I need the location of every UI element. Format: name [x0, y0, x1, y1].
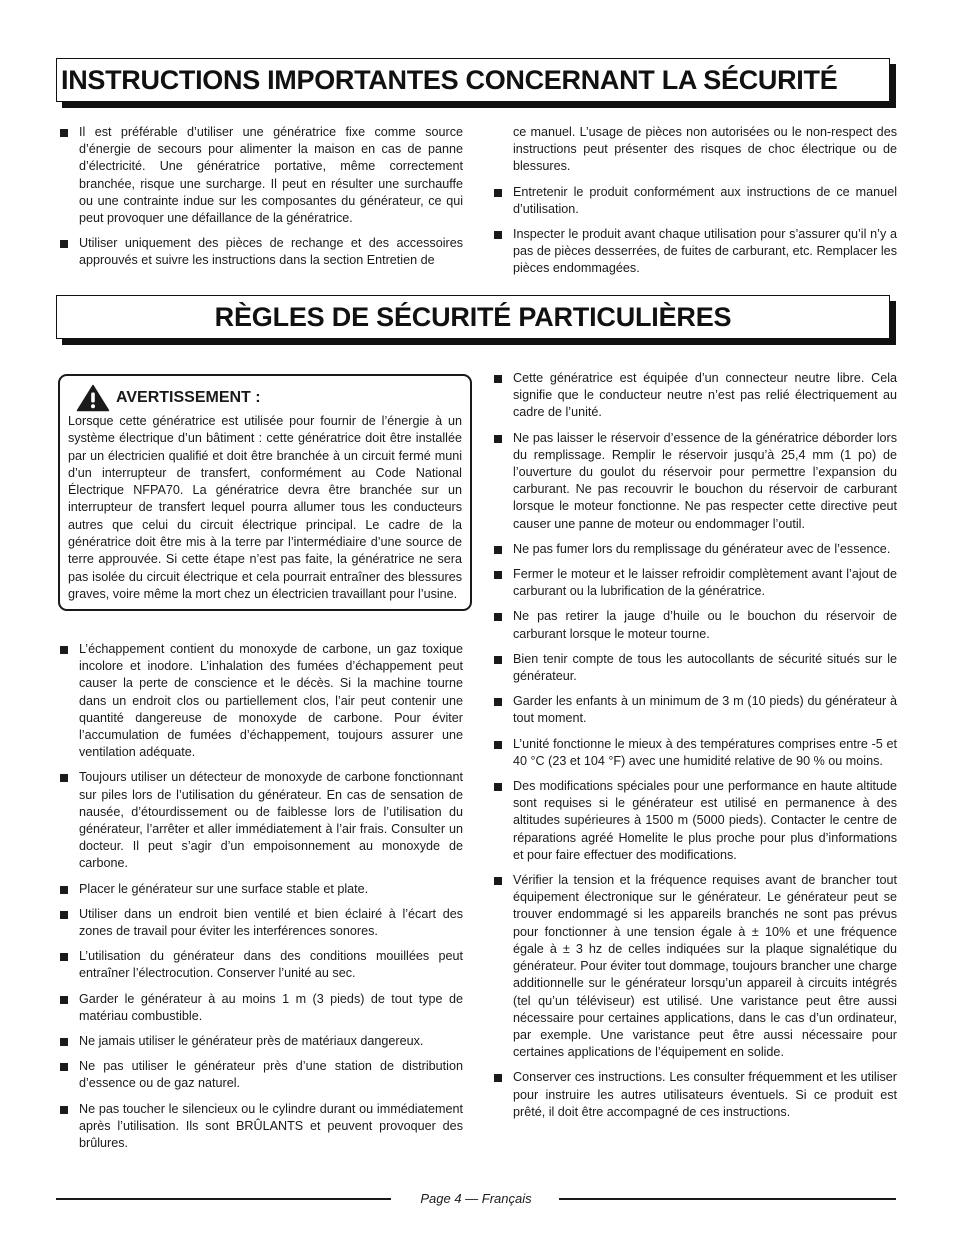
bullet-item: Placer le générateur sur une surface stable et plate. [58, 881, 463, 898]
warning-header [76, 384, 462, 412]
page-footer [56, 1190, 896, 1208]
bullet-item: Ne pas retirer la jauge d’huile ou le bouchon du réservoir de carburant lorsque le moteur tourne. [492, 608, 897, 642]
section-banner-specific-rules [56, 295, 890, 339]
warning-title: AVERTISSEMENT : [116, 389, 261, 406]
bullet-item: Conserver ces instructions. Les consulter fréquemment et les utiliser pour instruire les autres utilisateurs éventuels. Si ce produit est prêté, il doit être accompagné de ces instructions. [492, 1069, 897, 1121]
bullet-item: Utiliser uniquement des pièces de rechange et des accessoires approuvés et suivre les instructions dans la section Entretien de [58, 235, 463, 269]
bullet-item: Bien tenir compte de tous les autocollants de sécurité situés sur le générateur. [492, 651, 897, 685]
bullet-item: Ne pas laisser le réservoir d’essence de la génératrice déborder lors du remplissage. Remplir le réservoir jusqu’à 25,4 mm (1 po) de l’ouverture du goulot du réservoir pour permettre l’expansion du carburant. Ne pas recouvrir le bouchon du réservoir de carburant lorsque le moteur fonctionne. Ne pas respecter cette directive peut causer une panne de moteur ou endommager l’outil. [492, 430, 897, 533]
bullet-item: L’échappement contient du monoxyde de carbone, un gaz toxique incolore et inodore. L’inhalation des fumées d’échappement peut causer la perte de conscience et le décès. Si la machine tourne dans un endroit clos ou partiellement clos, l’air peut contenir une quantité dangereuse de monoxyde de carbone. Pour éviter l’accumulation de fumées d’échappement, toujours assurer une ventilation adéquate. [58, 641, 463, 761]
bullet-item: Cette génératrice est équipée d’un connecteur neutre libre. Cela signifie que le conducteur neutre n’est pas relié électriquement au cadre de l’unité. [492, 370, 897, 422]
bullet-item: Ne pas toucher le silencieux ou le cylindre durant ou immédiatement après l’utilisation. Ils sont BRÛLANTS et peuvent provoquer des brûlures. [58, 1101, 463, 1153]
bullet-item: Des modifications spéciales pour une performance en haute altitude sont requises si le générateur est utilisé en permanence à des altitudes supérieures à 1500 m (5000 pieds). Contacter le centre de réparations agréé Homelite le plus proche pour plus d’informations et pour faire effectuer des modifications. [492, 778, 897, 864]
bullet-item: Ne pas utiliser le générateur près d’une station de distribution d’essence ou de gaz naturel. [58, 1058, 463, 1092]
warning-triangle-icon [76, 384, 110, 412]
section-banner-important-instructions [56, 58, 890, 102]
bullet-item: Utiliser dans un endroit bien ventilé et bien éclairé à l’écart des zones de travail pour éviter les interférences sonores. [58, 906, 463, 940]
bullet-item: L’utilisation du générateur dans des conditions mouillées peut entraîner l’électrocution. Conserver l’unité au sec. [58, 948, 463, 982]
bullet-continuation: ce manuel. L’usage de pièces non autorisées ou le non-respect des instructions peut présenter des risques de choc électrique ou de blessures. [513, 125, 897, 174]
section1-right-column [492, 124, 897, 286]
section2-right-column [492, 370, 897, 1129]
warning-text: Lorsque cette génératrice est utilisée pour fournir de l’énergie à un système électrique d’un bâtiment : cette génératrice doit être installée par un électricien qualifié et doit être branchée à un circuit fermé muni d’un interrupteur de transfert, conformément au Code National Électrique NFPA70. La génératrice devra être branchée sur un interrupteur de transfert lequel pourra allumer tous les conducteurs autres que celui du circuit électrique principal. Le cadre de la génératrice doit être mis à la terre par l’intermédiaire d’une source de terre approuvée. Si cette étape n’est pas faite, la génératrice ne sera pas isolée du circuit électrique et cela pourrait entraîner des blessures graves, voire même la mort chez un électricien travaillant pour l’usine. [68, 414, 462, 601]
section2-left-column [58, 641, 463, 1160]
bullet-item: Fermer le moteur et le laisser refroidir complètement avant l’ajout de carburant ou la lubrification de la génératrice. [492, 566, 897, 600]
bullet-item: Ne jamais utiliser le générateur près de matériaux dangereux. [58, 1033, 463, 1050]
bullet-item: Il est préférable d’utiliser une génératrice fixe comme source d’énergie de secours pour alimenter la maison en cas de panne d’électricité. Une génératrice portative, même correctement branchée, risque une surcharge. Il peut en résulter une surchauffe ou une contrainte indue sur les composantes du générateur, ce qui peut provoquer une défaillance de la génératrice. [58, 124, 463, 227]
bullet-item: Entretenir le produit conformément aux instructions de ce manuel d’utilisation. [492, 184, 897, 218]
bullet-item: Garder le générateur à au moins 1 m (3 pieds) de tout type de matériau combustible. [58, 991, 463, 1025]
bullet-item: Vérifier la tension et la fréquence requises avant de brancher tout équipement électronique sur le générateur. Le générateur peut se trouver endommagé si les appareils branchés ne sont pas prévus pour fonctionner à une tension égale à ± 10% et une fréquence égale à ± 3 hz de celles indiquées sur la plaque signalétique du générateur. Pour éviter tout dommage, toujours brancher une charge additionnelle sur le générateur lorsqu’un appareil à circuits intégrés (tel qu’un téléviseur) est utilisé. Une varistance peut être aussi nécessaire pour certaines applications, dans le cas d’un ordinateur, par exemple. Une varistance peut être aussi nécessaire pour certaines applications de l’équipement en solide. [492, 872, 897, 1061]
bullet-item: Toujours utiliser un détecteur de monoxyde de carbone fonctionnant sur piles lors de l’utilisation du générateur. En cas de sensation de nausée, d’étourdissement ou de faiblesse lors de l’utilisation du générateur, l’arrêter et aller immédiatement à l’air frais. Consulter un docteur. Il peut s’agir d’un empoisonnement au monoxyde de carbone. [58, 769, 463, 872]
bullet-item: Ne pas fumer lors du remplissage du générateur avec de l’essence. [492, 541, 897, 558]
section1-left-column [58, 124, 463, 278]
bullet-item: L’unité fonctionne le mieux à des températures comprises entre -5 et 40 °C (23 et 104 °F) avec une humidité relative de 90 % ou moins. [492, 736, 897, 770]
bullet-item: Garder les enfants à un minimum de 3 m (10 pieds) du générateur à tout moment. [492, 693, 897, 727]
page-number: Page 4 — Français [410, 1191, 541, 1206]
warning-box [58, 374, 472, 611]
section-title-specific-rules: RÈGLES DE SÉCURITÉ PARTICULIÈRES [214, 302, 732, 332]
section-title-important-instructions: INSTRUCTIONS IMPORTANTES CONCERNANT LA SÉCURITÉ [61, 65, 838, 95]
bullet-item: Inspecter le produit avant chaque utilisation pour s’assurer qu’il n’y a pas de pièces desserrées, de fuites de carburant, etc. Remplacer les pièces endommagées. [492, 226, 897, 278]
